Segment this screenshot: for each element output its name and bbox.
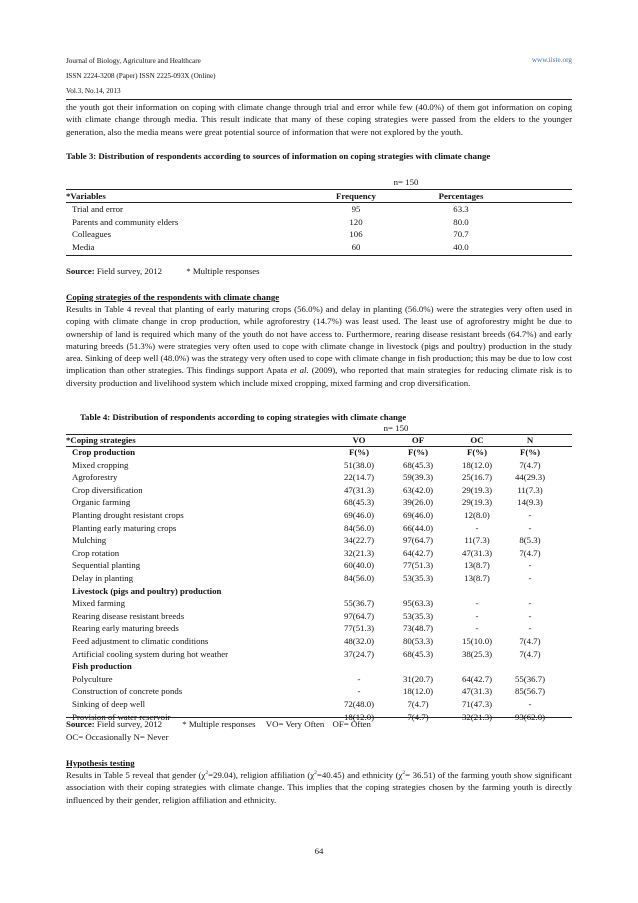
et-al: et al.: [290, 365, 309, 376]
table3: [66, 177, 572, 257]
frequency-cell: 84(56.0): [343, 573, 375, 583]
strategy-cell: Construction of concrete ponds: [72, 686, 183, 697]
frequency-cell: -: [475, 598, 479, 609]
table4-note-oc-n: OC= Occasionally N= Never: [66, 732, 169, 742]
table-row: [66, 649, 572, 660]
strategy-cell: Mixed farming: [72, 598, 126, 609]
frequency-cell: 73(48.7): [402, 623, 434, 634]
table3-top-rule: [66, 189, 572, 190]
table3-percentage-cell: 40.0: [453, 241, 469, 252]
chi-square-sup-3: 2: [402, 770, 406, 777]
frequency-cell: 7(4.7): [407, 711, 429, 722]
strategy-cell: Mulching: [72, 535, 107, 546]
frequency-cell: 18(12.0): [343, 711, 375, 722]
table3-bottom-rule: [66, 255, 572, 256]
strategy-cell: Feed adjustment to climatic conditions: [72, 636, 209, 646]
frequency-cell: -: [528, 522, 532, 533]
hypothesis-paragraph: [66, 769, 572, 806]
coping-strategies-paragraph: [66, 303, 572, 389]
frequency-cell: 84(56.0): [343, 522, 375, 533]
table4-header-vo: VO: [352, 435, 366, 445]
frequency-cell: 11(7.3): [464, 535, 490, 546]
frequency-cell: 63(42.0): [402, 484, 434, 495]
table3-header-percentages: Percentages: [438, 191, 484, 201]
hypothesis-text-2: =29.04), religion affiliation (χ: [208, 770, 315, 780]
frequency-cell: -: [528, 623, 532, 634]
coping-paragraph-part-b: (2009), who reported that main strategies for reducing climate risk is to diversity production and livelihood system which include mixed cropping, mixed farming and crop diversification.: [66, 365, 573, 388]
coping-strategies-heading: Coping strategies of the respondents with climate change: [66, 292, 280, 302]
frequency-cell: 34(22.7): [343, 535, 375, 546]
frequency-cell: -: [528, 610, 532, 621]
table-row: [66, 573, 572, 584]
strategy-cell: Crop rotation: [72, 547, 120, 558]
subheader-cell: F(%): [407, 447, 429, 457]
hypothesis-heading: Hypothesis testing: [66, 758, 135, 768]
strategy-cell: Sequential planting: [72, 560, 141, 571]
table-row: [66, 523, 572, 534]
subheader-cell: F(%): [348, 447, 370, 457]
frequency-cell: 51(38.0): [343, 459, 375, 470]
table4-note-of: OF= Often: [332, 719, 371, 729]
frequency-cell: -: [475, 623, 479, 634]
frequency-cell: -: [357, 673, 361, 684]
table3-frequency-cell: 60: [351, 241, 361, 252]
frequency-cell: 64(42.7): [461, 673, 493, 684]
frequency-cell: 68(45.3): [402, 459, 434, 470]
strategy-cell: Agroforestry: [72, 472, 118, 483]
table-row: [66, 598, 572, 609]
page-number: 64: [314, 846, 324, 856]
table4-note-vo: VO= Very Often: [265, 719, 325, 729]
header-rule: [66, 99, 572, 100]
frequency-cell: 71(47.3): [461, 699, 493, 709]
frequency-cell: 29(19.3): [461, 497, 493, 508]
journal-volume: Vol.3, No.14, 2013: [66, 87, 121, 95]
table3-variable-cell: Trial and error: [72, 204, 123, 214]
table4-header-oc: OC: [470, 435, 484, 445]
table3-variable-cell: Colleagues: [72, 229, 112, 239]
frequency-cell: -: [528, 510, 532, 520]
table4-source-text: Field survey, 2012: [96, 719, 163, 729]
coping-paragraph-part-a: Results in Table 4 reveal that planting of early maturing crops (56.0%) and delay in planting (56.0%) were the strategies very often used in coping with climate change in crop production, while agroforestry (14.7%) was least used. The least use of agroforestry might be due to ownership of land is required which many of the youth do not have access to. Furthermore, rearing disease resistant breeds (64.7%) and early maturing breeds (51.3%) were strategies very often used to cope with climate change in livestock (pigs and poultry) production in the study area. Sinking of deep well (48.0%) was the strategy very often used to cope with climate change in fish production; this may be due to low cost implication than other strategies. This findings support Apata: [66, 304, 572, 376]
frequency-cell: -: [357, 686, 361, 697]
strategy-cell: Delay in planting: [72, 573, 134, 583]
frequency-cell: 18(12.0): [402, 686, 434, 697]
table3-header-variables: *Variables: [66, 191, 106, 201]
subheader-cell: F(%): [519, 447, 541, 457]
frequency-cell: 12(8.0): [464, 510, 490, 520]
frequency-cell: 47(31.3): [461, 547, 493, 558]
table3-footnote: [66, 265, 572, 277]
frequency-cell: 13(8.7): [464, 560, 490, 571]
frequency-cell: 93(62.0): [514, 711, 546, 722]
frequency-cell: 11(7.3): [517, 484, 543, 495]
frequency-cell: 18(12.0): [461, 459, 493, 470]
frequency-cell: 8(5.3): [519, 535, 541, 546]
table-row: [66, 560, 572, 571]
strategy-cell: Rearing early maturing breeds: [72, 623, 179, 634]
journal-name: Journal of Biology, Agriculture and Healthcare: [66, 57, 201, 65]
frequency-cell: 59(39.3): [402, 472, 434, 483]
frequency-cell: -: [475, 522, 479, 533]
table-row: [66, 548, 572, 559]
strategy-cell: Provision of water reservoir: [72, 711, 171, 722]
frequency-cell: 47(31.3): [343, 484, 375, 495]
chi-square-sup-1: 2: [205, 770, 209, 777]
frequency-cell: 32(21.3): [343, 547, 375, 558]
table-row: [66, 460, 572, 471]
frequency-cell: 7(4.7): [519, 547, 541, 558]
table3-frequency-cell: 120: [349, 216, 363, 227]
hypothesis-text-1: Results in Table 5 reveal that gender (χ: [66, 770, 206, 780]
frequency-cell: -: [528, 560, 532, 571]
table-row: [66, 497, 572, 508]
table3-note: * Multiple responses: [186, 266, 260, 276]
table-row: [66, 472, 572, 483]
table3-percentage-cell: 70.7: [453, 229, 469, 239]
journal-issn: ISSN 2224-3208 (Paper) ISSN 2225-093X (Online): [66, 72, 216, 80]
frequency-cell: 77(51.3): [343, 623, 375, 634]
table4-n: n= 150: [383, 423, 409, 433]
table3-percentage-cell: 80.0: [453, 216, 469, 227]
journal-url-link[interactable]: www.iiste.org: [531, 56, 572, 64]
frequency-cell: 85(56.7): [514, 686, 546, 697]
frequency-cell: 68(45.3): [402, 648, 434, 659]
frequency-cell: 37(24.7): [343, 648, 375, 659]
table-row: [66, 217, 572, 228]
table-row: [66, 485, 572, 496]
frequency-cell: -: [528, 598, 532, 609]
table4-note-multiple: * Multiple responses: [182, 719, 256, 729]
table-row: [66, 623, 572, 634]
table4-header-strategies: *Coping strategies: [66, 435, 136, 445]
frequency-cell: 77(51.3): [402, 560, 434, 571]
subheader-cell: F(%): [466, 447, 488, 457]
table3-source-label: Source:: [66, 266, 95, 276]
table4-source-label: Source:: [66, 719, 95, 729]
strategy-cell: Rearing disease resistant breeds: [72, 610, 185, 621]
frequency-cell: 14(9.3): [517, 497, 543, 508]
frequency-cell: 7(4.7): [519, 636, 541, 646]
frequency-cell: 60(40.0): [343, 560, 375, 571]
frequency-cell: 55(36.7): [343, 598, 375, 609]
frequency-cell: 7(4.7): [519, 459, 541, 470]
frequency-cell: 15(10.0): [461, 636, 493, 646]
strategy-cell: Planting early maturing crops: [72, 522, 177, 533]
table3-frequency-cell: 106: [349, 229, 363, 239]
table3-frequency-cell: 95: [351, 204, 361, 214]
table-row: [66, 674, 572, 685]
frequency-cell: 69(46.0): [343, 510, 375, 520]
strategy-cell: Mixed cropping: [72, 459, 129, 470]
table3-percentage-cell: 63.3: [453, 204, 469, 214]
frequency-cell: 22(14.7): [343, 472, 375, 483]
section-heading: Fish production: [72, 661, 132, 672]
frequency-cell: 95(63.3): [402, 598, 434, 609]
strategy-cell: Organic farming: [72, 497, 131, 508]
table3-variable-cell: Media: [72, 241, 95, 252]
frequency-cell: 39(26.0): [402, 497, 434, 508]
table-row: [66, 229, 572, 240]
frequency-cell: -: [475, 610, 479, 621]
frequency-cell: 32(21.3): [461, 711, 493, 722]
table-row: [66, 242, 572, 253]
section-heading-row: [66, 661, 572, 672]
frequency-cell: 69(46.0): [402, 510, 434, 520]
frequency-cell: 55(36.7): [514, 673, 546, 684]
chi-square-sup-2: 2: [314, 770, 317, 777]
frequency-cell: -: [528, 573, 532, 583]
strategy-cell: Artificial cooling system during hot weather: [72, 648, 229, 659]
frequency-cell: 29(19.3): [461, 484, 493, 495]
table3-title: Table 3: Distribution of respondents according to sources of information on coping strategies with climate change: [66, 151, 491, 161]
table3-header-frequency: Frequency: [336, 191, 376, 201]
hypothesis-text-3: =40.45) and ethnicity (χ: [316, 770, 403, 780]
table-row: [66, 535, 572, 546]
table3-header-rule: [66, 202, 572, 203]
frequency-cell: 53(35.3): [402, 610, 434, 621]
frequency-cell: 97(64.7): [343, 610, 375, 621]
table4: [66, 423, 572, 723]
hypothesis-text-4: = 36.51) of the farming youth show significant association with their coping strategies with climate change. This implies that the coping strategies chosen by the farming youth is directly influenced by their gender, religion affiliation and ethnicity.: [66, 770, 572, 805]
table4-title: Table 4: Distribution of respondents according to coping strategies with climate change: [80, 412, 407, 422]
section-heading-row: [66, 447, 572, 458]
frequency-cell: 66(44.0): [402, 522, 434, 533]
table4-footnote: [66, 718, 572, 730]
frequency-cell: 7(4.7): [519, 648, 541, 659]
frequency-cell: 97(64.7): [402, 535, 434, 546]
table4-header-of: OF: [411, 435, 425, 445]
table-row: [66, 686, 572, 697]
table-row: [66, 636, 572, 647]
table-row: [66, 204, 572, 215]
section-heading: Crop production: [72, 447, 135, 457]
frequency-cell: 53(35.3): [402, 573, 434, 583]
frequency-cell: 25(16.7): [461, 472, 493, 483]
table3-n: n= 150: [393, 177, 419, 187]
intro-paragraph: the youth got their information on coping with climate change through trial and error while few (40.0%) of them got information on coping with climate change through media. This result indicate that many of these coping strategies were passed from the elders to the younger generation, also the media means were great potential source of information that were not explored by the youth.: [66, 102, 572, 137]
section-heading: Livestock (pigs and poultry) production: [72, 585, 222, 596]
table-row: [66, 611, 572, 622]
frequency-cell: 64(42.7): [402, 547, 434, 558]
frequency-cell: 48(32.0): [343, 636, 375, 646]
table4-header-n: N: [526, 435, 534, 445]
strategy-cell: Planting drought resistant crops: [72, 510, 184, 520]
frequency-cell: 72(48.0): [343, 699, 375, 709]
section-heading-row: [66, 586, 572, 597]
frequency-cell: 7(4.7): [407, 699, 429, 709]
frequency-cell: 31(20.7): [402, 673, 434, 684]
strategy-cell: Polyculture: [72, 673, 113, 684]
frequency-cell: 68(45.3): [343, 497, 375, 508]
frequency-cell: 13(8.7): [464, 573, 490, 583]
table3-source-text: Field survey, 2012: [96, 266, 163, 276]
table-row: [66, 510, 572, 521]
frequency-cell: 47(31.3): [461, 686, 493, 697]
frequency-cell: 80(53.3): [402, 636, 434, 646]
frequency-cell: 44(29.3): [514, 472, 546, 483]
frequency-cell: 38(25.3): [461, 648, 493, 659]
strategy-cell: Crop diversification: [72, 484, 143, 495]
table-row: [66, 699, 572, 710]
table3-variable-cell: Parents and community elders: [72, 216, 179, 227]
strategy-cell: Sinking of deep well: [72, 699, 146, 709]
frequency-cell: -: [528, 699, 532, 709]
